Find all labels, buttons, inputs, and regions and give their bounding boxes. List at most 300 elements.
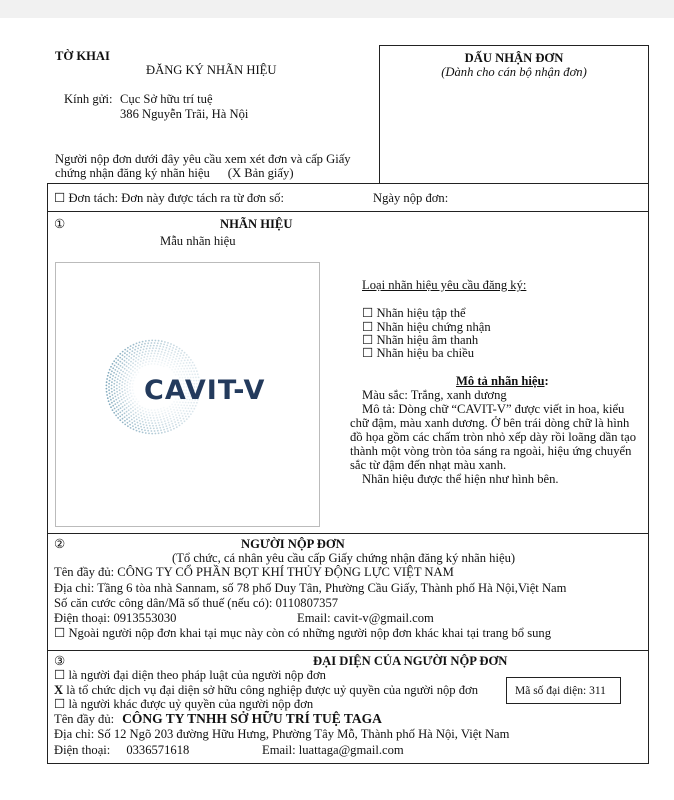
logo-dot	[144, 353, 146, 355]
logo-dot	[152, 347, 154, 349]
logo-dot	[149, 414, 151, 416]
logo-dot	[146, 424, 148, 426]
description-heading	[456, 374, 549, 388]
logo-dot	[193, 408, 195, 410]
desc-line: đồ họa gồm các chấm tròn nhỏ xếp dày rồi loãng dần tạo	[350, 430, 637, 444]
section-number: ①	[54, 217, 66, 231]
logo-dot	[164, 341, 166, 343]
logo-dot	[182, 357, 184, 359]
logo-dot	[169, 427, 171, 429]
logo-dot	[134, 420, 136, 422]
logo-dot	[155, 360, 157, 362]
logo-dot	[114, 403, 116, 405]
logo-dot	[130, 408, 132, 410]
logo-dot	[136, 403, 138, 405]
logo-dot	[151, 340, 153, 342]
description-heading-text: Mô tả nhãn hiệu	[456, 374, 545, 388]
logo-dot	[118, 409, 120, 411]
logo-dot	[155, 425, 157, 427]
logo-dot	[134, 401, 136, 403]
logo-dot	[133, 428, 135, 430]
logo-dot	[122, 406, 124, 408]
applicant-address: Địa chỉ: Tầng 6 tòa nhà Sannam, số 78 phố Duy Tân, Phường Cầu Giấy, Thành phố Hà Nội,Việt Nam	[54, 581, 567, 595]
logo-dot	[164, 420, 166, 422]
other-applicants-checkbox[interactable]: ☐ Ngoài người nộp đơn khai tại mục này còn có những người nộp đơn khác khai tại trang bổ sung	[54, 626, 552, 640]
logo-dot	[178, 350, 180, 352]
logo-dot	[151, 433, 153, 435]
logo-dot	[114, 408, 116, 410]
logo-dot	[143, 349, 145, 351]
logo-dot	[129, 375, 131, 377]
logo-dot	[117, 359, 119, 361]
logo-dot	[111, 385, 113, 387]
logo-dot	[134, 423, 136, 425]
logo-dot	[138, 372, 140, 374]
logo-dot	[175, 414, 177, 416]
logo-dot	[124, 383, 126, 385]
logo-dot	[108, 389, 110, 391]
logo-dot	[115, 410, 117, 412]
cavit-v-logo	[56, 263, 319, 526]
logo-dot	[173, 419, 175, 421]
logo-dot	[143, 416, 145, 418]
logo-dot	[160, 343, 162, 345]
logo-dot	[133, 355, 135, 357]
logo-dot	[159, 348, 161, 350]
logo-dot	[140, 357, 142, 359]
logo-dot	[134, 349, 136, 351]
logo-dot	[145, 351, 147, 353]
logo-dot	[170, 364, 172, 366]
logo-dot	[114, 365, 116, 367]
logo-dot	[175, 407, 177, 409]
logo-dot	[115, 377, 117, 379]
logo-dot	[115, 399, 117, 401]
logo-dot	[124, 416, 126, 418]
logo-dot	[154, 430, 156, 432]
type-certification-checkbox[interactable]: ☐ Nhãn hiệu chứng nhận	[362, 320, 491, 334]
applicant-id: Số căn cước công dân/Mã số thuế (nếu có): 0110807357	[54, 596, 339, 610]
logo-dot	[179, 355, 181, 357]
logo-dot	[180, 368, 182, 370]
logo-dot	[132, 410, 134, 412]
logo-dot	[141, 354, 143, 356]
name-label: Tên đầy đủ:	[54, 712, 115, 726]
logo-dot	[120, 403, 122, 405]
logo-dot	[168, 351, 170, 353]
logo-dot	[158, 414, 160, 416]
logo-dot	[143, 356, 145, 358]
name-value: CÔNG TY TNHH SỞ HỮU TRÍ TUỆ TAGA	[122, 711, 382, 726]
logo-dot	[128, 409, 130, 411]
logo-dot	[168, 360, 170, 362]
logo-dot	[179, 365, 181, 367]
representative-code: Mã số đại diện: 311	[515, 685, 606, 697]
logo-dot	[110, 399, 112, 401]
logo-dot	[137, 362, 139, 364]
logo-dot	[154, 363, 156, 365]
logo-dot	[124, 386, 126, 388]
logo-dot	[169, 424, 171, 426]
logo-dot	[115, 396, 117, 398]
logo-dot	[145, 361, 147, 363]
logo-dot	[178, 358, 180, 360]
logo-dot	[133, 380, 135, 382]
logo-dot	[129, 349, 131, 351]
logo-dot	[168, 413, 170, 415]
logo-dot	[166, 356, 168, 358]
logo-dot	[128, 371, 130, 373]
logo-dot	[108, 386, 110, 388]
logo-dot	[170, 429, 172, 431]
legal-representative-checkbox[interactable]: ☐ là người đại diện theo pháp luật của người nộp đơn	[54, 668, 326, 682]
logo-dot	[126, 407, 128, 409]
logo-dot	[175, 358, 177, 360]
logo-dot	[124, 404, 126, 406]
logo-dot	[127, 381, 129, 383]
logo-dot	[159, 427, 161, 429]
logo-dot	[128, 378, 130, 380]
logo-dot	[150, 345, 152, 347]
logo-dot	[134, 377, 136, 379]
logo-dot	[169, 367, 171, 369]
logo-dot	[110, 406, 112, 408]
logo-dot	[136, 354, 138, 356]
logo-dot	[126, 411, 128, 413]
logo-dot	[116, 366, 118, 368]
logo-dot	[124, 352, 126, 354]
section-applicant	[47, 533, 649, 651]
logo-dot	[165, 414, 167, 416]
logo-dot	[132, 398, 134, 400]
logo-dot	[160, 364, 162, 366]
type-sound-checkbox[interactable]: ☐ Nhãn hiệu âm thanh	[362, 333, 479, 347]
logo-dot	[128, 359, 130, 361]
applicant-name: Tên đầy đủ: CÔNG TY CỔ PHẦN BỌT KHÍ THỦY ĐỘNG LỰC VIỆT NAM	[54, 565, 454, 579]
logo-dot	[119, 357, 121, 359]
logo-dot	[176, 346, 178, 348]
logo-dot	[132, 362, 134, 364]
logo-dot	[109, 377, 111, 379]
type-collective-checkbox[interactable]: ☐ Nhãn hiệu tập thể	[362, 306, 466, 320]
logo-dot	[130, 400, 132, 402]
logo-dot	[181, 412, 183, 414]
logo-dot	[179, 425, 181, 427]
logo-dot	[145, 422, 147, 424]
logo-dot	[148, 350, 150, 352]
logo-dot	[132, 389, 134, 391]
logo-dot	[107, 397, 109, 399]
trademark-sample-image	[55, 262, 320, 527]
logo-wordmark: CAVIT-V	[144, 375, 266, 406]
logo-dot	[132, 386, 134, 388]
logo-dot	[153, 345, 155, 347]
logo-dot	[127, 422, 129, 424]
logo-dot	[151, 422, 153, 424]
logo-dot	[185, 407, 187, 409]
logo-dot	[127, 374, 129, 376]
logo-dot	[167, 410, 169, 412]
logo-dot	[112, 367, 114, 369]
logo-dot	[155, 433, 157, 435]
logo-dot	[141, 344, 143, 346]
logo-dot	[143, 359, 145, 361]
logo-dot	[131, 419, 133, 421]
logo-dot	[184, 360, 186, 362]
logo-dot	[151, 363, 153, 365]
logo-dot	[151, 430, 153, 432]
logo-dot	[124, 360, 126, 362]
logo-dot	[188, 371, 190, 373]
stamp-box	[379, 45, 649, 184]
recipient-label: Kính gửi:	[64, 92, 113, 106]
logo-dot	[180, 420, 182, 422]
logo-dot	[106, 381, 108, 383]
logo-dot	[141, 429, 143, 431]
logo-dot	[151, 409, 153, 411]
logo-dot	[141, 418, 143, 420]
logo-dot	[154, 420, 156, 422]
logo-dot	[119, 372, 121, 374]
logo-dot	[139, 431, 141, 433]
logo-dot	[123, 397, 125, 399]
logo-dot	[135, 357, 137, 359]
logo-dot	[170, 343, 172, 345]
logo-dot	[115, 415, 117, 417]
logo-dot	[174, 361, 176, 363]
logo-dot	[115, 362, 117, 364]
logo-dot	[164, 361, 166, 363]
logo-dot	[162, 424, 164, 426]
logo-dot	[196, 370, 198, 372]
logo-dot	[140, 423, 142, 425]
logo-dot	[182, 407, 184, 409]
logo-dot	[138, 417, 140, 419]
logo-dot	[138, 428, 140, 430]
logo-dot	[181, 423, 183, 425]
ip-service-option[interactable]	[54, 683, 478, 697]
section-representative	[47, 650, 649, 764]
logo-dot	[124, 349, 126, 351]
logo-dot	[163, 354, 165, 356]
logo-dot	[113, 360, 115, 362]
logo-dot	[154, 409, 156, 411]
logo-dot	[154, 353, 156, 355]
logo-dot	[172, 425, 174, 427]
logo-dot	[140, 346, 142, 348]
logo-dot	[159, 424, 161, 426]
logo-dot	[161, 432, 163, 434]
logo-dot	[156, 355, 158, 357]
logo-dot	[132, 366, 134, 368]
logo-dot	[144, 429, 146, 431]
section-title: NHÃN HIỆU	[220, 217, 293, 231]
logo-dot	[135, 427, 137, 429]
logo-dot	[167, 419, 169, 421]
logo-dot	[128, 413, 130, 415]
logo-dot	[124, 400, 126, 402]
logo-dot	[155, 422, 157, 424]
logo-dot	[131, 377, 133, 379]
logo-dot	[171, 361, 173, 363]
logo-dot	[151, 360, 153, 362]
logo-dot	[134, 368, 136, 370]
logo-dot	[132, 370, 134, 372]
logo-dot	[171, 423, 173, 425]
logo-dot	[138, 414, 140, 416]
logo-dot	[172, 347, 174, 349]
logo-dot	[166, 425, 168, 427]
logo-dot	[106, 391, 108, 393]
logo-dot	[161, 410, 163, 412]
logo-dot	[136, 343, 138, 345]
sample-label: Mẫu nhãn hiệu	[160, 234, 236, 248]
phone-label: Điện thoại:	[54, 743, 111, 757]
logo-dot	[131, 354, 133, 356]
logo-dot	[127, 391, 129, 393]
logo-dot	[183, 418, 185, 420]
logo-dot	[136, 369, 138, 371]
logo-dot	[119, 383, 121, 385]
logo-dot	[129, 397, 131, 399]
logo-dot	[179, 407, 181, 409]
logo-dot	[163, 366, 165, 368]
logo-dot	[111, 381, 113, 383]
logo-dot	[162, 349, 164, 351]
logo-dot	[130, 373, 132, 375]
logo-dot	[132, 374, 134, 376]
logo-dot	[110, 366, 112, 368]
logo-dot	[161, 340, 163, 342]
type-heading: Loại nhãn hiệu yêu cầu đăng ký:	[362, 278, 527, 292]
logo-dot	[190, 413, 192, 415]
logo-dot	[162, 359, 164, 361]
logo-dot	[173, 354, 175, 356]
logo-dot	[131, 422, 133, 424]
phone-value: 0336571618	[126, 743, 190, 757]
logo-dot	[171, 369, 173, 371]
logo-dot	[143, 424, 145, 426]
type-3d-checkbox[interactable]: ☐ Nhãn hiệu ba chiều	[362, 346, 475, 360]
logo-dot	[152, 415, 154, 417]
logo-dot	[111, 402, 113, 404]
logo-dot	[126, 403, 128, 405]
logo-dot	[157, 342, 159, 344]
logo-dot	[158, 350, 160, 352]
logo-dot	[151, 420, 153, 422]
logo-dot	[139, 405, 141, 407]
logo-dot	[124, 392, 126, 394]
logo-dot	[155, 412, 157, 414]
logo-dot	[109, 396, 111, 398]
logo-dot	[159, 416, 161, 418]
logo-dot	[161, 362, 163, 364]
logo-dot	[171, 420, 173, 422]
logo-dot	[129, 420, 131, 422]
logo-dot	[185, 357, 187, 359]
logo-dot	[107, 375, 109, 377]
logo-dot	[160, 408, 162, 410]
logo-dot	[143, 413, 145, 415]
logo-dot	[188, 356, 190, 358]
logo-dot	[169, 357, 171, 359]
logo-dot	[135, 374, 137, 376]
logo-dot	[153, 417, 155, 419]
logo-dot	[170, 418, 172, 420]
logo-dot	[166, 408, 168, 410]
logo-dot	[129, 424, 131, 426]
logo-dot	[135, 412, 137, 414]
logo-dot	[143, 346, 145, 348]
logo-dot	[167, 353, 169, 355]
logo-dot	[149, 347, 151, 349]
logo-dot	[114, 369, 116, 371]
logo-dot	[183, 410, 185, 412]
logo-dot	[117, 402, 119, 404]
logo-dot	[133, 359, 135, 361]
logo-dot	[112, 363, 114, 365]
logo-dot	[158, 358, 160, 360]
logo-dot	[136, 419, 138, 421]
logo-dot	[186, 418, 188, 420]
logo-dot	[173, 416, 175, 418]
logo-dot	[140, 412, 142, 414]
logo-dot	[122, 402, 124, 404]
logo-dot	[169, 346, 171, 348]
logo-dot	[113, 372, 115, 374]
other-authorized-checkbox[interactable]: ☐ là người khác được uỷ quyền của người nộp đơn	[54, 697, 314, 711]
split-application-checkbox[interactable]: ☐ Đơn tách: Đơn này được tách ra từ đơn số:	[54, 191, 284, 205]
logo-dot	[161, 351, 163, 353]
logo-dot	[158, 361, 160, 363]
logo-dot	[120, 365, 122, 367]
logo-dot	[134, 405, 136, 407]
desc-line: Nhãn hiệu được thể hiện như hình bên.	[362, 472, 559, 486]
logo-dot	[115, 374, 117, 376]
description-colon: :	[544, 374, 549, 388]
logo-dot	[128, 401, 130, 403]
logo-dot	[130, 392, 132, 394]
logo-dot	[177, 353, 179, 355]
logo-dot	[116, 381, 118, 383]
logo-dot	[145, 411, 147, 413]
logo-dot	[151, 412, 153, 414]
logo-dot	[111, 388, 113, 390]
logo-dot	[164, 431, 166, 433]
logo-dot	[166, 347, 168, 349]
logo-dot	[121, 388, 123, 390]
logo-dot	[157, 419, 159, 421]
logo-dot	[144, 419, 146, 421]
logo-dot	[189, 368, 191, 370]
logo-dot	[192, 362, 194, 364]
logo-dot	[182, 415, 184, 417]
logo-dot	[183, 362, 185, 364]
logo-dot	[120, 407, 122, 409]
logo-dot	[132, 402, 134, 404]
logo-dot	[192, 367, 194, 369]
logo-dot	[130, 368, 132, 370]
logo-dot	[185, 371, 187, 373]
logo-dot	[155, 414, 157, 416]
logo-dot	[174, 351, 176, 353]
logo-dot	[157, 363, 159, 365]
desc-color: Màu sắc: Trắng, xanh dương	[362, 388, 507, 402]
logo-dot	[176, 371, 178, 373]
logo-dot	[148, 433, 150, 435]
logo-dot	[163, 418, 165, 420]
logo-dot	[124, 356, 126, 358]
